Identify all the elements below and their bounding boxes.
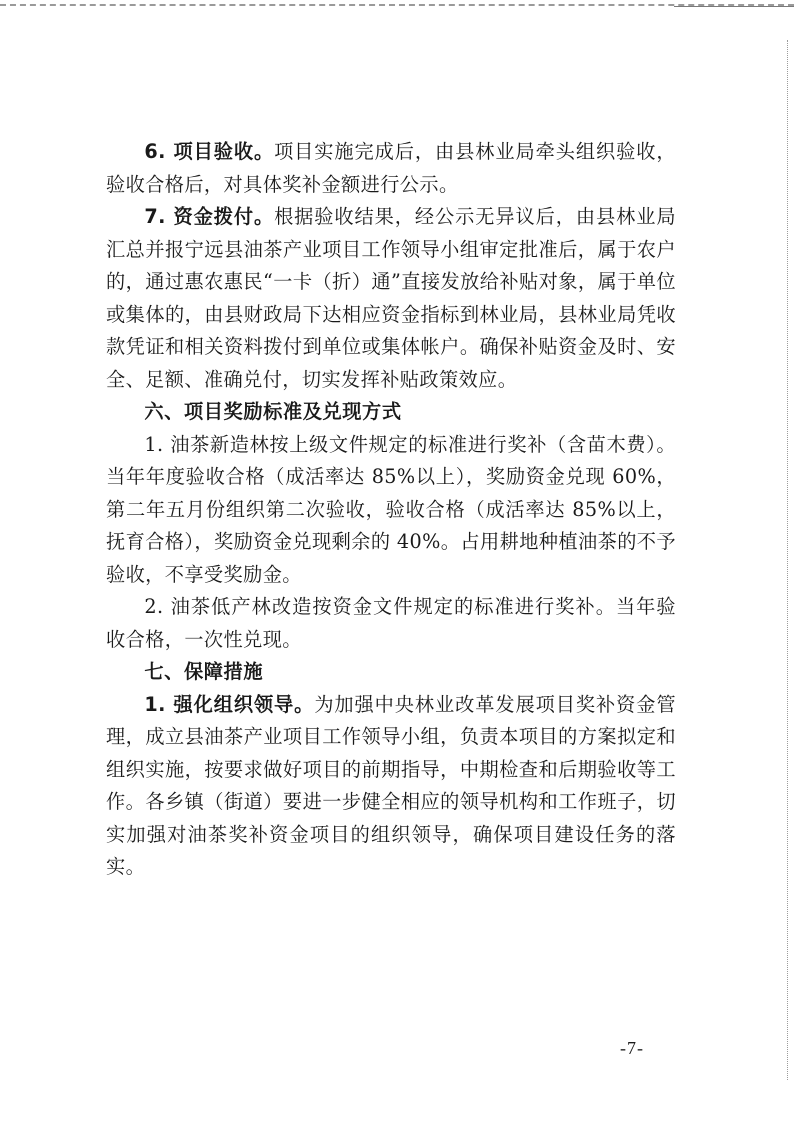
scan-edge-top-right	[674, 0, 794, 7]
paragraph-text: 项目实施完成后，由县林业局牵头组织验收，验收合格后，对具体奖补金额进行公示。	[106, 140, 676, 196]
paragraph-low-yield-reform-reward	[106, 591, 676, 656]
paragraph-lead: 1. 强化组织领导。	[144, 692, 315, 716]
paragraph-project-acceptance	[106, 136, 676, 201]
paragraph-lead: 7. 资金拨付。	[144, 205, 275, 228]
paragraph-text: 根据验收结果，经公示无异议后，由县林业局汇总并报宁远县油茶产业项目工作领导小组审定批准后，属于农户的，通过惠农惠民“一卡（折）通”直接发放给补贴对象，属于单位或集体的，由县财政局下达相应资金指标到林业局，县林业局凭收款凭证和相关资料拨付到单位或集体帐户。确保补贴资金及时、安全、足额、准确兑付，切实发挥补贴政策效应。	[106, 205, 676, 391]
page-number: -7-	[620, 1038, 644, 1058]
paragraph-strengthen-leadership	[106, 689, 676, 884]
paragraph-new-plantation-reward	[106, 429, 676, 592]
scan-edge-right	[787, 40, 788, 1080]
document-body	[106, 136, 676, 884]
section-heading-safeguards: 七、保障措施	[144, 660, 264, 683]
paragraph-text: 2. 油茶低产林改造按资金文件规定的标准进行奖补。当年验收合格，一次性兑现。	[106, 595, 676, 651]
paragraph-fund-disbursement	[106, 201, 676, 396]
paragraph-text: 1. 油茶新造林按上级文件规定的标准进行奖补（含苗木费）。当年年度验收合格（成活率达 85%以上），奖励资金兑现 60%，第二年五月份组织第二次验收，验收合格（成活率达 85%以上，抚育合格），奖励资金兑现剩余的 40%。占用耕地种植油茶的不予验收，不享受奖励金。	[106, 432, 676, 586]
paragraph-text: 为加强中央林业改革发展项目奖补资金管理，成立县油茶产业项目工作领导小组，负责本项目的方案拟定和组织实施，按要求做好项目的前期指导，中期检查和后期验收等工作。各乡镇（街道）要进一步健全相应的领导机构和工作班子，切实加强对油茶奖补资金项目的组织领导，确保项目建设任务的落实。	[106, 692, 676, 878]
paragraph-lead: 6. 项目验收。	[144, 140, 275, 163]
section-heading-reward-standards: 六、项目奖励标准及兑现方式	[144, 400, 402, 423]
